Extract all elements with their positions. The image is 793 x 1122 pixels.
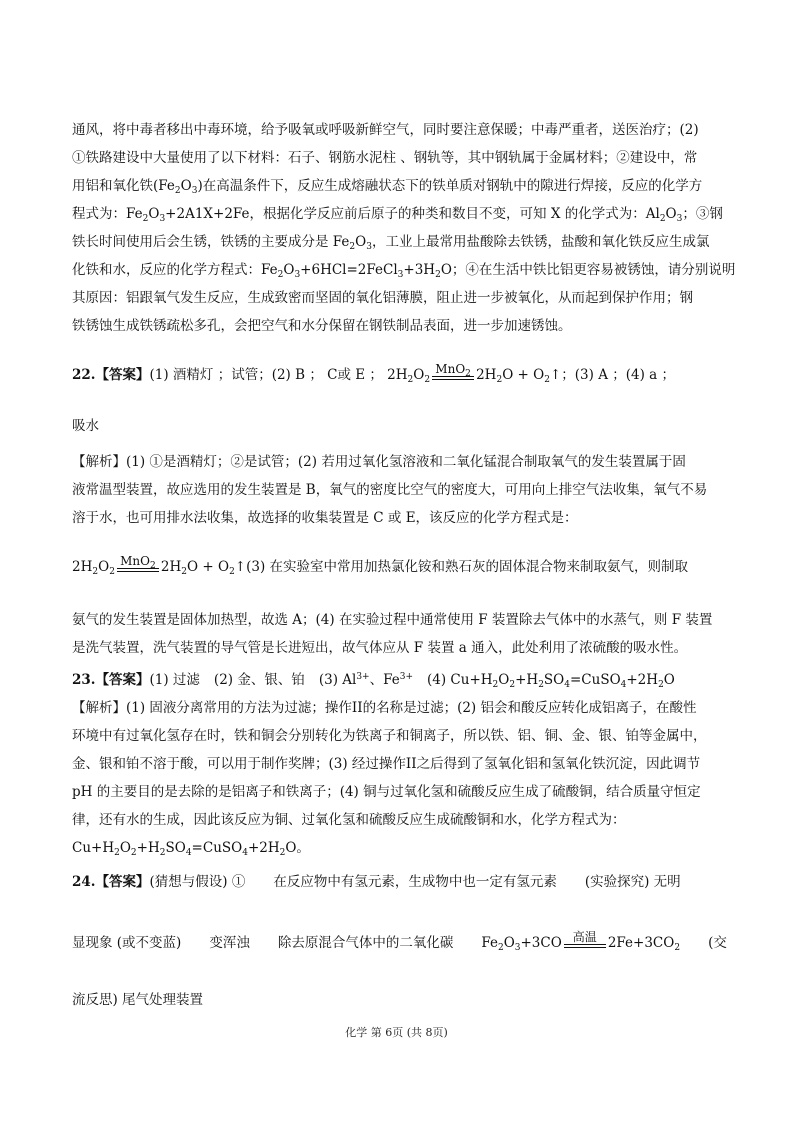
q24-answer: 24.【答案】(猜想与假设) ① 在反应物中有氢元素，生成物中也一定有氢元素 (实验探究) 无明 [72,874,681,890]
reaction-condition: 高温 [564,931,606,956]
text-line: 铁锈蚀生成铁锈疏松多孔，会把空气和水分保留在钢铁制品表面，进一步加速锈蚀。 [72,318,572,334]
text-line: $Cu+H_2O_2+H_2SO_4=CuSO_4+2H_2O$。 [72,840,310,858]
text-line: 氨气的发生装置是固体加热型，故选 A；(4) 在实验过程中通常使用 F 装置除去气体中的水蒸气，则 F 装置 [72,612,713,628]
text-line: pH 的主要目的是去除的是铝离子和铁离子；(4) 铜与过氧化氢和硫酸反应生成了硫酸铜，结合质量守恒定 [72,784,701,800]
text-line: 环境中有过氧化氢存在时，铁和铜会分别转化为铁离子和铜离子，所以铁、铝、铜、金、银、铂等金属中， [72,728,707,744]
reaction-condition: MnO$_2$ [117,555,159,580]
text-line: 程式为：$Fe_2O_3+2A1X+2Fe$，根据化学反应前后原子的种类和数目不变，可知 X 的化学式为：$Al_2O_3$；③钢 [72,206,723,224]
text-line: 是洗气装置，洗气装置的导气管是长进短出，故气体应从 F 装置 a 通入，此处利用了浓硫酸的吸水性。 [72,640,688,656]
text-line: ①铁路建设中大量使用了以下材料：石子、钢筋水泥柱 、钢轨等，其中钢轨属于金属材料；②建设中，常 [72,150,698,166]
text-line: 液常温型装置，故应选用的发生装置是 B，氧气的密度比空气的密度大，可用向上排空气法收集，氧气不易 [72,482,708,498]
text-line: 其原因：铝跟氧气发生反应，生成致密而坚固的氧化铝薄膜，阻止进一步被氧化，从而起到保护作用；钢 [72,290,693,306]
text-line: 吸水 [72,418,99,434]
page-footer: 化学 第 6页 (共 8页) [345,1026,448,1039]
text-line: 化铁和水，反应的化学方程式：$Fe_2O_3+6HCl=2FeCl_3+3H_2O$；④在生活中铁比铝更容易被锈蚀，请分别说明 [72,262,736,280]
q23-answer: 23.【答案】(1) 过滤 (2) 金、银、铂 (3) $Al^{3+}$、$Fe^{3+}$ (4) $Cu+H_2O_2+H_2SO_4=CuSO_4+2H_2O$ [72,672,675,690]
text-line: 【解析】(1) 固液分离常用的方法为过滤；操作II的名称是过滤；(2) 铝会和酸反应转化成铝离子，在酸性 [72,700,697,716]
text-line: 流反思) 尾气处理装置 [72,992,204,1008]
text-line: 显现象 (或不变蓝) 变浑浊 除去原混合气体中的二氧化碳 $Fe_2O_3+3CO$ 高温 $2Fe+3CO_2$ (交 [72,930,722,956]
text-line: 【解析】(1) ①是酒精灯；②是试管；(2) 若用过氧化氢溶液和二氧化锰混合制取氧气的发生装置属于固 [72,454,686,470]
text-line: 律，还有水的生成，因此该反应为铜、过氧化氢和硫酸反应生成硫酸铜和水，化学方程式为： [72,812,626,828]
text-line: 通风，将中毒者移出中毒环境，给予吸氧或呼吸新鲜空气，同时要注意保暖；中毒严重者，送医治疗；(2) [72,122,699,138]
text-line: 用铝和氧化铁$(Fe_2O_3)$在高温条件下，反应生成熔融状态下的铁单质对钢轨中的隙进行焊接，反应的化学方 [72,178,703,196]
reaction-condition: MnO$_2$ [432,363,474,388]
q22-answer: 22.【答案】(1) 酒精灯 ；试管；(2) B ； C或 E ； $2H_2O_2$ MnO$_2$ $2H_2O$ + $O_2↑$；(3) A ；(4) a ； [72,362,722,388]
text-line: $2H_2O_2$ MnO$_2$ $2H_2O$ + $O_2↑(3)$ 在实验室中常用加热氯化铵和熟石灰的固体混合物来制取氨气，则制取 [72,554,722,580]
text-line: 金、银和铂不溶于酸，可以用于制作奖牌；(3) 经过操作II之后得到了氢氧化铝和氢氧化铁沉淀，因此调节 [72,756,701,772]
text-line: 溶于水，也可用排水法收集，故选择的收集装置是 C 或 E，该反应的化学方程式是： [72,510,578,526]
text-line: 铁长时间使用后会生锈，铁锈的主要成分是 $Fe_2O_3$，工业上最常用盐酸除去铁锈，盐酸和氧化铁反应生成氯 [72,234,710,252]
